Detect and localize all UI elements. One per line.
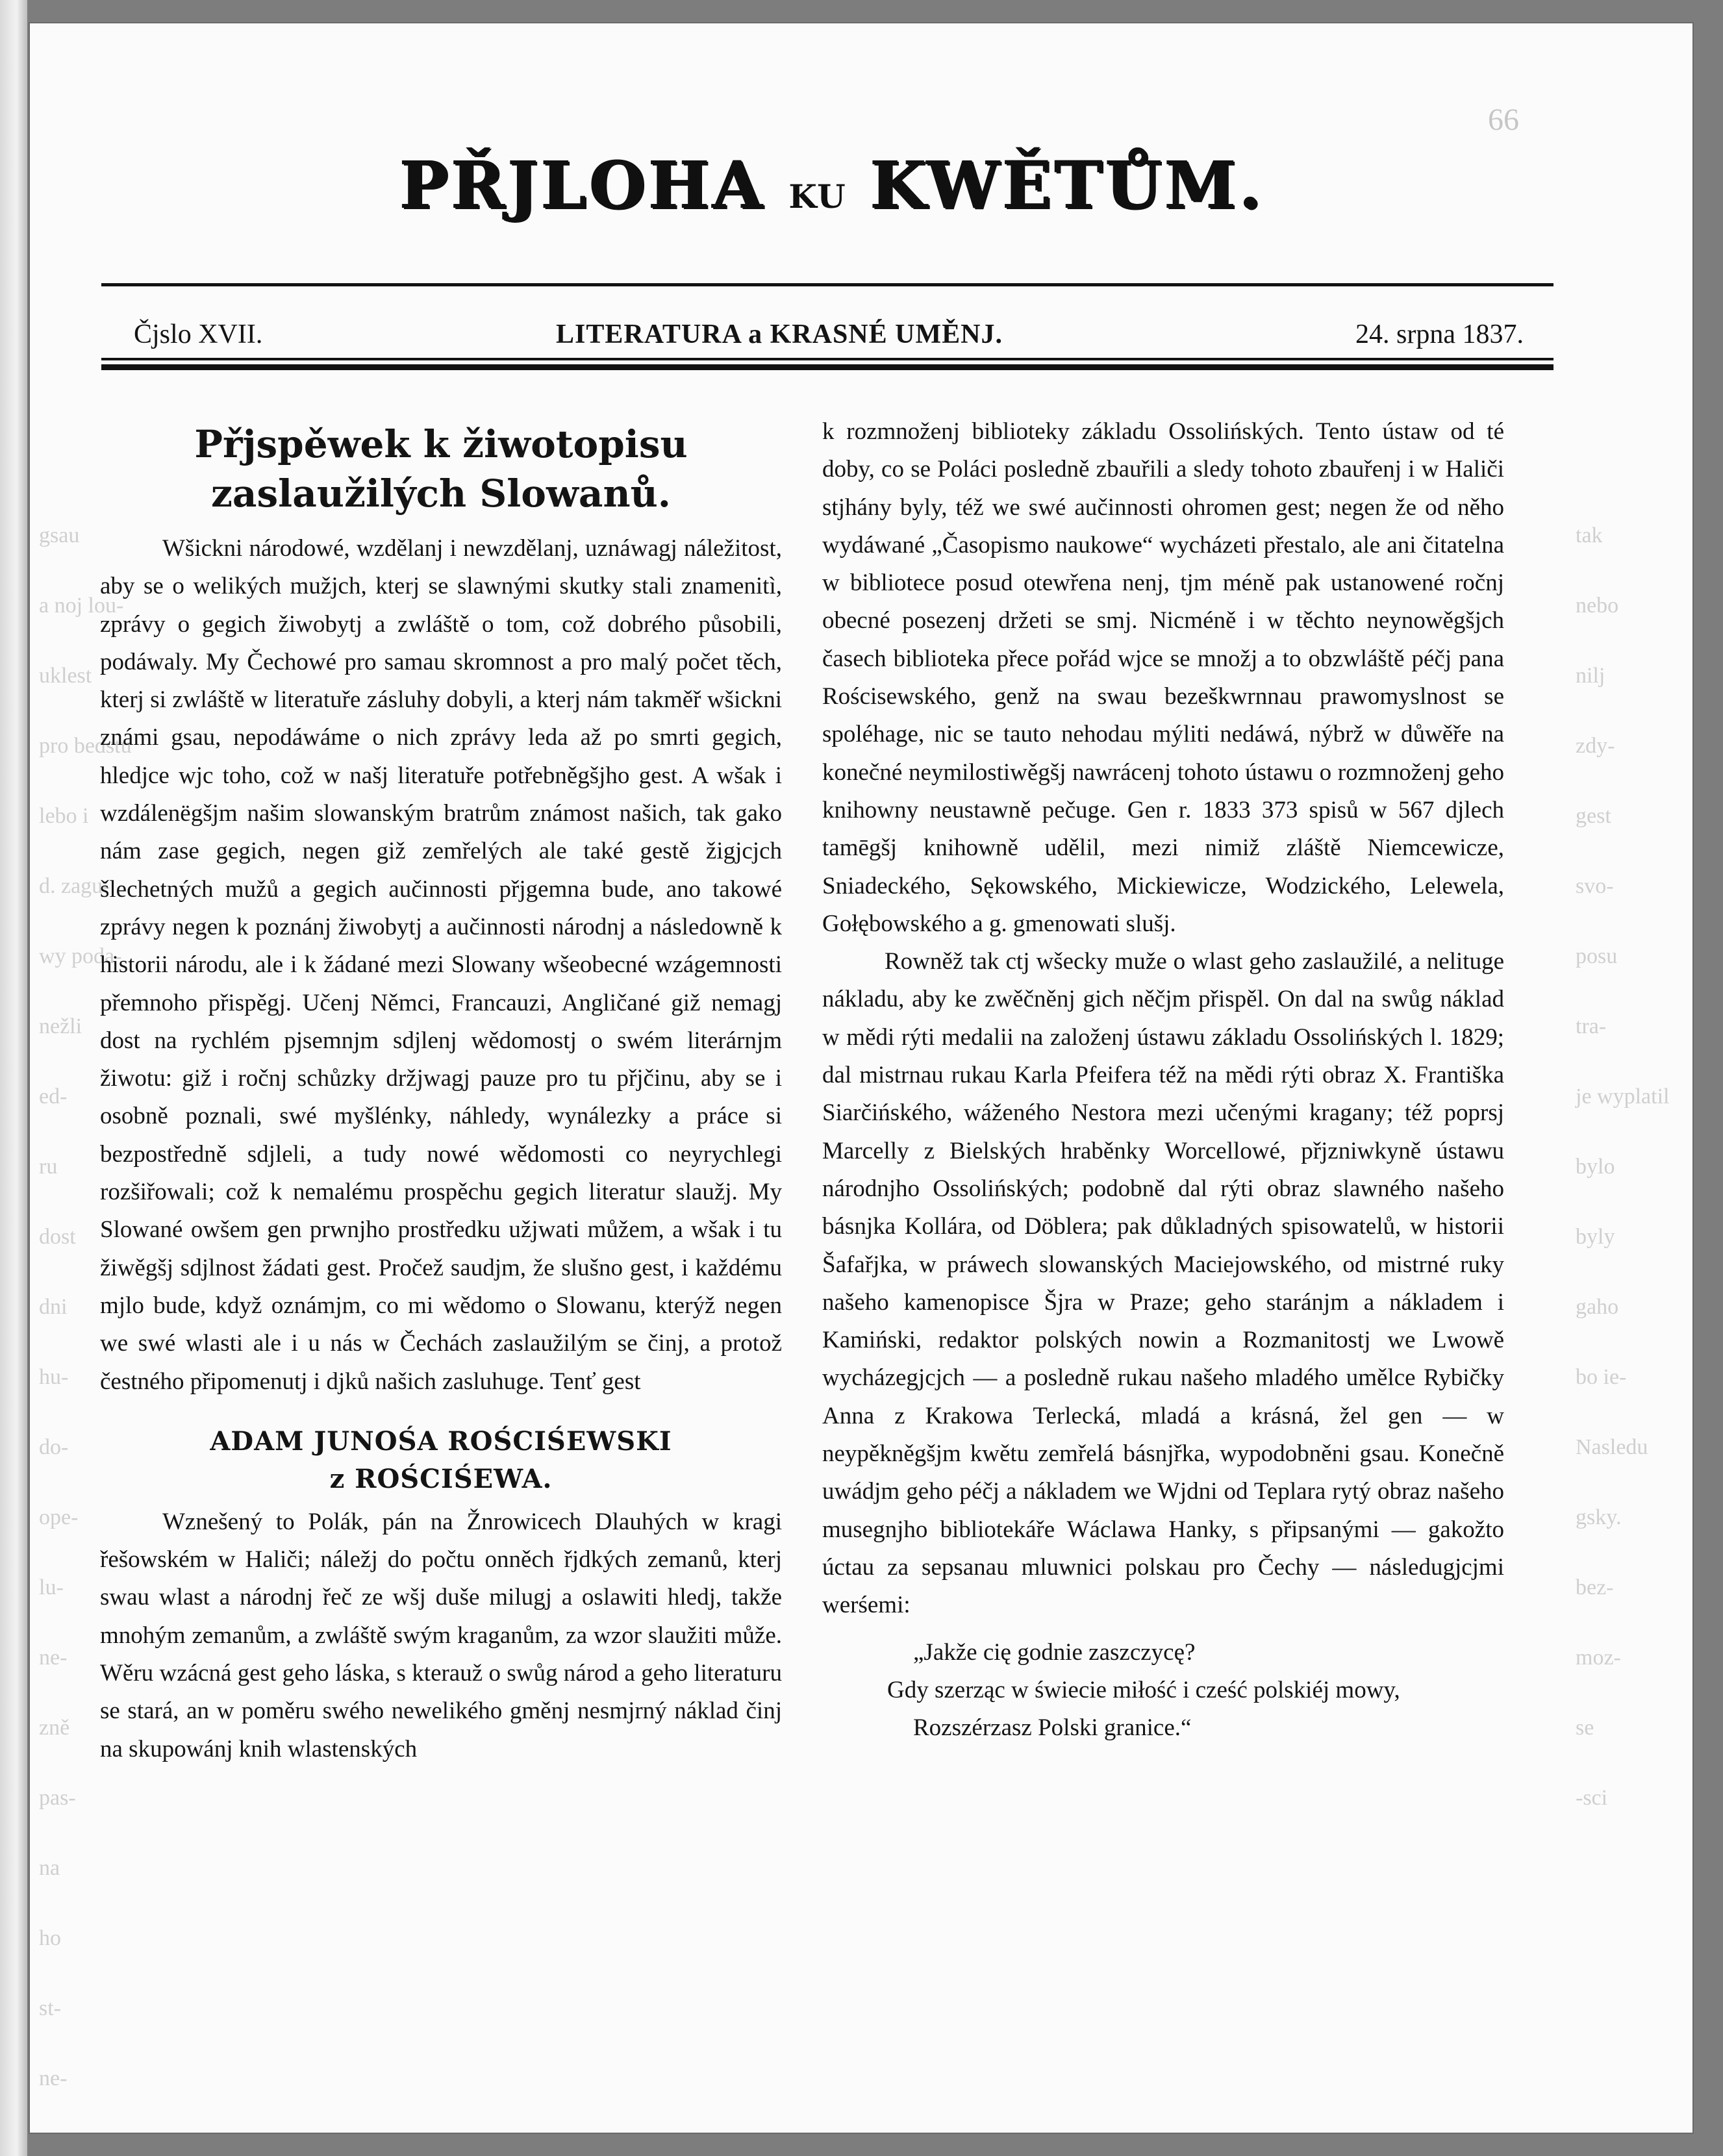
bleed-word: je wyplatil	[1576, 1084, 1670, 1109]
right-column	[822, 413, 1504, 1747]
subject-estate: z ROŚCIŚEWA.	[329, 1463, 553, 1494]
bleed-word: ho	[39, 1926, 61, 1950]
poem	[822, 1634, 1504, 1747]
bleed-word: lebo i	[39, 804, 89, 828]
bleed-word: nebo	[1576, 594, 1619, 618]
bleed-word: bylo	[1576, 1155, 1615, 1179]
issue-number: Čjslo XVII.	[134, 320, 263, 349]
bleed-word: tak	[1576, 523, 1603, 547]
bleed-word: se	[1576, 1716, 1594, 1740]
bleed-word: pro bedstu	[39, 734, 132, 758]
bleed-word: ed-	[39, 1084, 68, 1109]
masthead-title-middle: KU	[788, 177, 847, 216]
bleed-word: lu-	[39, 1575, 64, 1599]
bleed-word: posu	[1576, 944, 1618, 968]
bleed-word: bo ie-	[1576, 1365, 1627, 1389]
bleed-word: pas-	[39, 1786, 76, 1810]
bleed-word: d. zagu-	[39, 874, 110, 898]
paragraph-2: Wznešený to Polák, pán na Žnrowicech Dlauhých w kragi řešowském w Haliči; náležj do počtu onněch řjdkých zemanů, kterj swau wlast a národnj řeč ze wšj duše milugj a oslawiti hledj, takže mnohým zemanům, a zwláště swým kraganům, za wzor slaužiti může. Wěru wzácná gest geho láska, s kterauž o swůg národ a geho literaturu se stará, an w poměru swého newelikého gměnj nesmjrný náklad činj na skupowánj knih wlastenských	[100, 1508, 782, 1762]
header-rule-thick	[101, 364, 1553, 370]
bleed-page-number: 66	[1488, 103, 1519, 137]
bleed-word: nilj	[1576, 664, 1605, 688]
bleed-word: a noj lou-	[39, 594, 124, 618]
intro-paragraph: Wšickni národowé, wzdělanj i newzdělanj, uznáwagj náležitost, aby se o welikých mužjch, kterj se slawnými skutky stali znamenitì, zprávy o gegich žiwobytj a zwláště o tom, což dobrého působili, podáwaly. My Čechowé pro samau skromnost a pro malý počet těch, kterj si zwláště w literatuře zásluhy dobyli, a kterj nám takměř wšickni známi gsau, nepodáwáme o nich zprávy leda až po smrti gegich, hledjce wjc toho, což w našj literatuře potřebněgšjho gest. A wšak i wzdálenëgšjm našim slowanským bratrům známost našich, tak gako nám zase gegich, negen giž zemřelých ale také gestě žigjcjch šlechetných mužů a gegich aučinnosti přjgemna bude, ano takowé zprávy negen k poznánj žiwobytj a aučinnosti národnj a následowně k historii národu, ale i k žádané mezi Slowany wšeobecné wzágemnosti přemnoho přispěgj. Učenj Němci, Francauzi, Angličané giž nemagj dost na rychlém pjsemnjm sdjlenj wědomostj o swém literárnjm žiwotu: giž i ročnj schůzky držjwagj pauze pro tu přjčinu, aby se i osobně poznali, swé myšlénky, náhledy, wynálezky a práce si bezpostředně sdjleli, a tudy nowé wědomosti co neyrychlegi rozšiřowali; což k nemalému prospěchu gegich literatur slaužj. My Slowané owšem gen prwnjho prostředku užjwati můžem, a wšak i tu žiwěgšj sdjlnost žádati gest. Pročež saudjm, že slušno gest, i každému mjlo bude, když oznámjm, co mi wědomo o Slowanu, kterýž negen we swé wlasti ale i u nás w Čechách zaslaužilým se činj, a protož čestného připomenutj i djků našich zasluhuge. Tenť gest	[100, 535, 782, 1395]
bleed-word: do-	[39, 1435, 69, 1459]
bleed-word: -sci	[1576, 1786, 1608, 1810]
bleed-word: na	[39, 1856, 60, 1880]
masthead	[101, 147, 1563, 277]
header-rule-thin	[101, 358, 1553, 360]
adjacent-page-edge	[0, 0, 27, 2156]
bleed-word: zně	[39, 1716, 70, 1740]
masthead-title-left: PŘJLOHA	[399, 147, 766, 223]
bleed-word: bez-	[1576, 1575, 1614, 1599]
poem-line: „Jakže cię godnie zaszczycę?	[913, 1638, 1196, 1666]
newspaper-page	[30, 23, 1692, 2133]
bleed-word: ne-	[39, 2066, 68, 2090]
masthead-rule-top	[101, 283, 1553, 286]
bleed-word: st-	[39, 1996, 61, 2020]
bleed-word: gaho	[1576, 1295, 1619, 1319]
bleed-word: uklest	[39, 664, 92, 688]
bleed-word: ope-	[39, 1505, 79, 1529]
left-column	[100, 413, 782, 1768]
poem-line: Gdy szerząc w świecie miłość i cześć polskiéj mowy,	[887, 1676, 1400, 1703]
bleed-word: hu-	[39, 1365, 69, 1389]
bleed-word: gest	[1576, 804, 1611, 828]
issue-section: LITERATURA a KRASNÉ UMĚNJ.	[556, 320, 1003, 349]
bleed-word: tra-	[1576, 1014, 1607, 1038]
bleed-word: nežli	[39, 1014, 82, 1038]
bleed-word: byly	[1576, 1225, 1615, 1249]
bleed-word: wy poda-	[39, 944, 122, 968]
bleed-word: svo-	[1576, 874, 1614, 898]
bleed-word: Nasledu	[1576, 1435, 1648, 1459]
bleed-word: dost	[39, 1225, 76, 1249]
bleed-word: zdy-	[1576, 734, 1615, 758]
bleed-word: gsau	[39, 523, 80, 547]
issue-date: 24. srpna 1837.	[1355, 320, 1524, 349]
bleed-word: ne-	[39, 1646, 68, 1670]
subject-name: ADAM JUNOŚA ROŚCIŚEWSKI	[210, 1425, 672, 1457]
bleed-word: gsky.	[1576, 1505, 1622, 1529]
bleed-word: ru	[39, 1155, 58, 1179]
bleed-word: dni	[39, 1295, 68, 1319]
article-title: Přjspěwek k žiwotopisu zaslaužilých Slowanů.	[194, 422, 688, 516]
paragraph-3: Rowněž tak ctj wšecky muže o wlast geho zaslaužilé, a nelituge nákladu, aby ke zwěčněnj gich něčjm přispěl. On dal na swůg náklad w mědi rýti medalii na založenj ústawu základu Ossolińských l. 1829; dal mistrnau rukau Karla Pfeifera též na mědi rýti obraz X. Františka Siarčińského, wáženého Nestora mezi učenými kragany; též poprsj Marcelly z Bielských hraběnky Worcellowé, přjzniwkyně ústawu národnjho Ossolińských; podobně dal rýti obraz slawného našeho básnjka Kollára, od Döblera; pak důkladných spisowatelů, w historii Šafařjka, w práwech slowanských Maciejowského, od mistrné ruky našeho kamenopisce Šjra w Praze; geho staránjm a nákladem i Kamiński, redaktor polských nowin a Rozmanitostj we Lwowě wycházegjcjch — a posledně rukau našeho mladého umělce Rybičky Anna z Krakowa Terlecká, mladá a krásná, žel gen — w neypěkněgšjm kwětu zemřelá básnjřka, wypodobněni gsau. Konečně uwádjm geho péčj a nákladem we Wjdni od Teplara rytý obraz našeho musegnjho bibliotekáře Wáclawa Hanky, s připsanými — gakožto úctau za sepsanau mluwnici polskau pro Čechy — následugjcjmi werśemi:	[822, 948, 1504, 1619]
masthead-title-right: KWĚTŮM.	[870, 147, 1264, 223]
poem-line: Rozszérzasz Polski granice.“	[913, 1714, 1192, 1741]
issue-line	[134, 319, 1524, 358]
paragraph-2-continued: k rozmnoženj biblioteky základu Ossolińských. Tento ústaw od té doby, co se Poláci posledně zbauřili a sledy tohoto zbauřenj i w Haliči stjhány byly, též we swé aučinnosti ohromen gest; negen že od něho wydáwané „Časopismo naukowe“ wycházeti přestalo, ale ani čitatelna w bibliotece posud otewřena nenj, tjm méně pak ustanowené ročnj obecné posezenj držeti se smj. Nicméně i w těchto neynowěgšjch časech biblioteka přece pořád wjce se množj a to obzwláště péčj pana Rościsewského, genž na swau bezeškwrnnau prawomyslnost se spoléhage, nic se tauto nehodau mýliti nedáwá, nýbrž w důwěře na konečné neymilostiwěgšj nawrácenj tohoto ústawu o rozmnoženj geho knihowny neustawně pečuge. Gen r. 1833 373 spisů w 567 djlech tamēgšj knihowně udělil, mezi nimiž zláště Niemcewicze, Sniadeckého, Sękowského, Mickiewicze, Wodzického, Lelewela, Gołębowského a g. gmenowati slušj.	[822, 418, 1504, 937]
bleed-word: moz-	[1576, 1646, 1621, 1670]
